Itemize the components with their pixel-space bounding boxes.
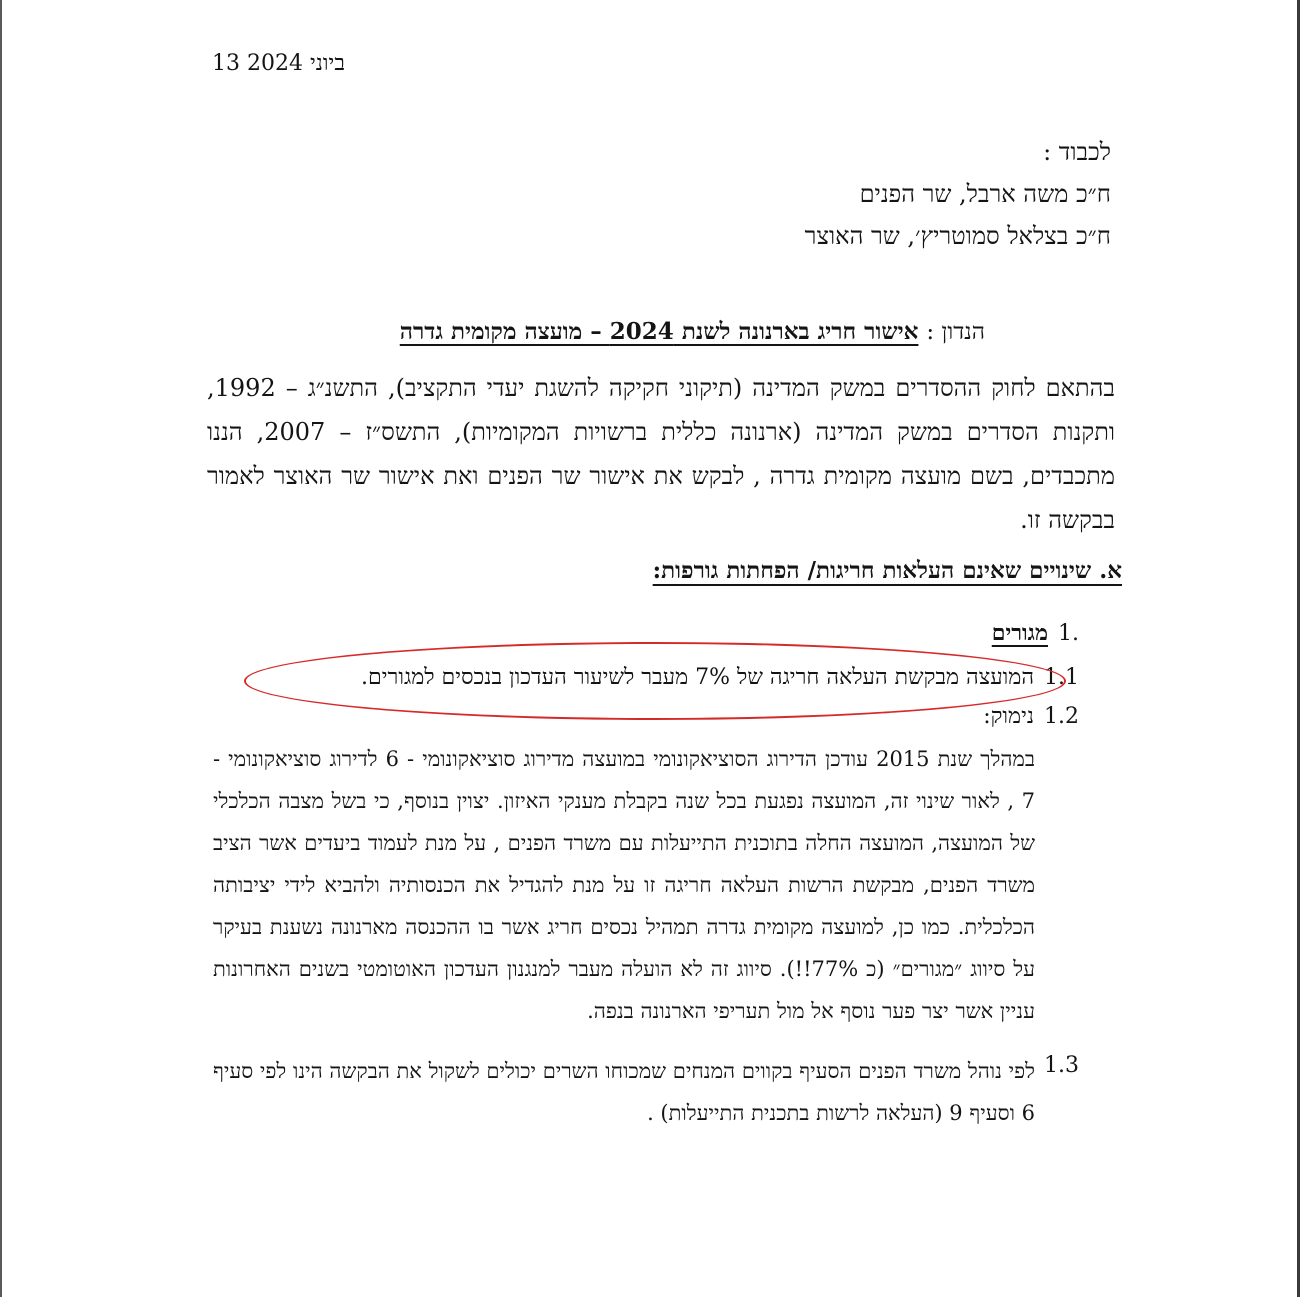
item-1-2-text: נימוק:	[983, 704, 1034, 729]
subject-label: הנדון :	[926, 319, 985, 345]
section-a-heading: א. שינויים שאינם העלאות חריגות/ הפחתות גורפות:	[652, 557, 1122, 584]
recipient-salutation: לכבוד :	[1043, 138, 1111, 166]
recipient-line-1: ח״כ משה ארבל, שר הפנים	[859, 180, 1111, 208]
item-1-2	[983, 703, 1079, 729]
item-1-3-number: 1.3	[1044, 1053, 1079, 1078]
item-1-title: מגורים	[991, 620, 1048, 646]
subject-line	[400, 318, 985, 345]
item-1-heading	[992, 620, 1079, 646]
recipient-line-2: ח״כ בצלאל סמוטריץ׳, שר האוצר	[804, 222, 1111, 250]
item-1-number: 1.	[1058, 621, 1079, 646]
item-1-3-text: לפי נוהל משרד הפנים הסעיף בקווים המנחים שמכוחו השרים יכולים לשקול את הבקשה הינו לפי סעיף 6 וסעיף 9 (העלאה לרשות בתכנית התייעלות) .	[213, 1059, 1035, 1125]
letter-date: 13 ביוני 2024	[212, 51, 345, 76]
red-highlight-ellipse	[244, 642, 1066, 720]
subject-title: אישור חריג בארנונה לשנת 2024 – מועצה מקומית גדרה	[399, 318, 919, 345]
rationale-paragraph: במהלך שנת 2015 עודכן הדירוג הסוציאקונומי במועצה מדירוג סוציאקונומי - 6 לדירוג סוציאקונומי - 7 , לאור שינוי זה, המועצה נפגעת בכל שנה בקבלת מענקי האיזון. יצוין בנוסף, כי בשל מצבה הכלכלי של המועצה, המועצה החלה בתוכנית התייעלות עם משרד הפנים , על מנת לעמוד ביעדים אשר הציב משרד הפנים, מבקשת הרשות העלאה חריגה זו על מנת להגדיל את הכנסותיה ולהביא לידי יציבותה הכלכלית. כמו כן, למועצה מקומית גדרה תמהיל נכסים חריג אשר בו ההכנסה מארנונה נשענת בעיקר על סיווג ״מגורים״ (כ 77%!!). סיווג זה לא הועלה מעבר למנגנון העדכון האוטומטי בשנים האחרונות עניין אשר יצר פער נוסף אל מול תעריפי הארנונה בנפה.	[213, 747, 1035, 1023]
item-1-3	[1034, 1053, 1079, 1078]
intro-paragraph: בהתאם לחוק ההסדרים במשק המדינה (תיקוני חקיקה להשגת יעדי התקציב), התשנ״ג – 1992, ותקנות הסדרים במשק המדינה (ארנונה כללית ברשויות המקומיות), התשס״ז – 2007, הננו מתכבדים, בשם מועצה מקומית גדרה , לבקש את אישור שר הפנים ואת אישור שר האוצר לאמור בבקשה זו.	[207, 374, 1116, 534]
item-1-2-number: 1.2	[1044, 704, 1079, 729]
item-1-1-text: המועצה מבקשת העלאה חריגה של 7% מעבר לשיעור העדכון בנכסים למגורים.	[361, 665, 1034, 690]
item-1-1-number: 1.1	[1044, 665, 1079, 690]
